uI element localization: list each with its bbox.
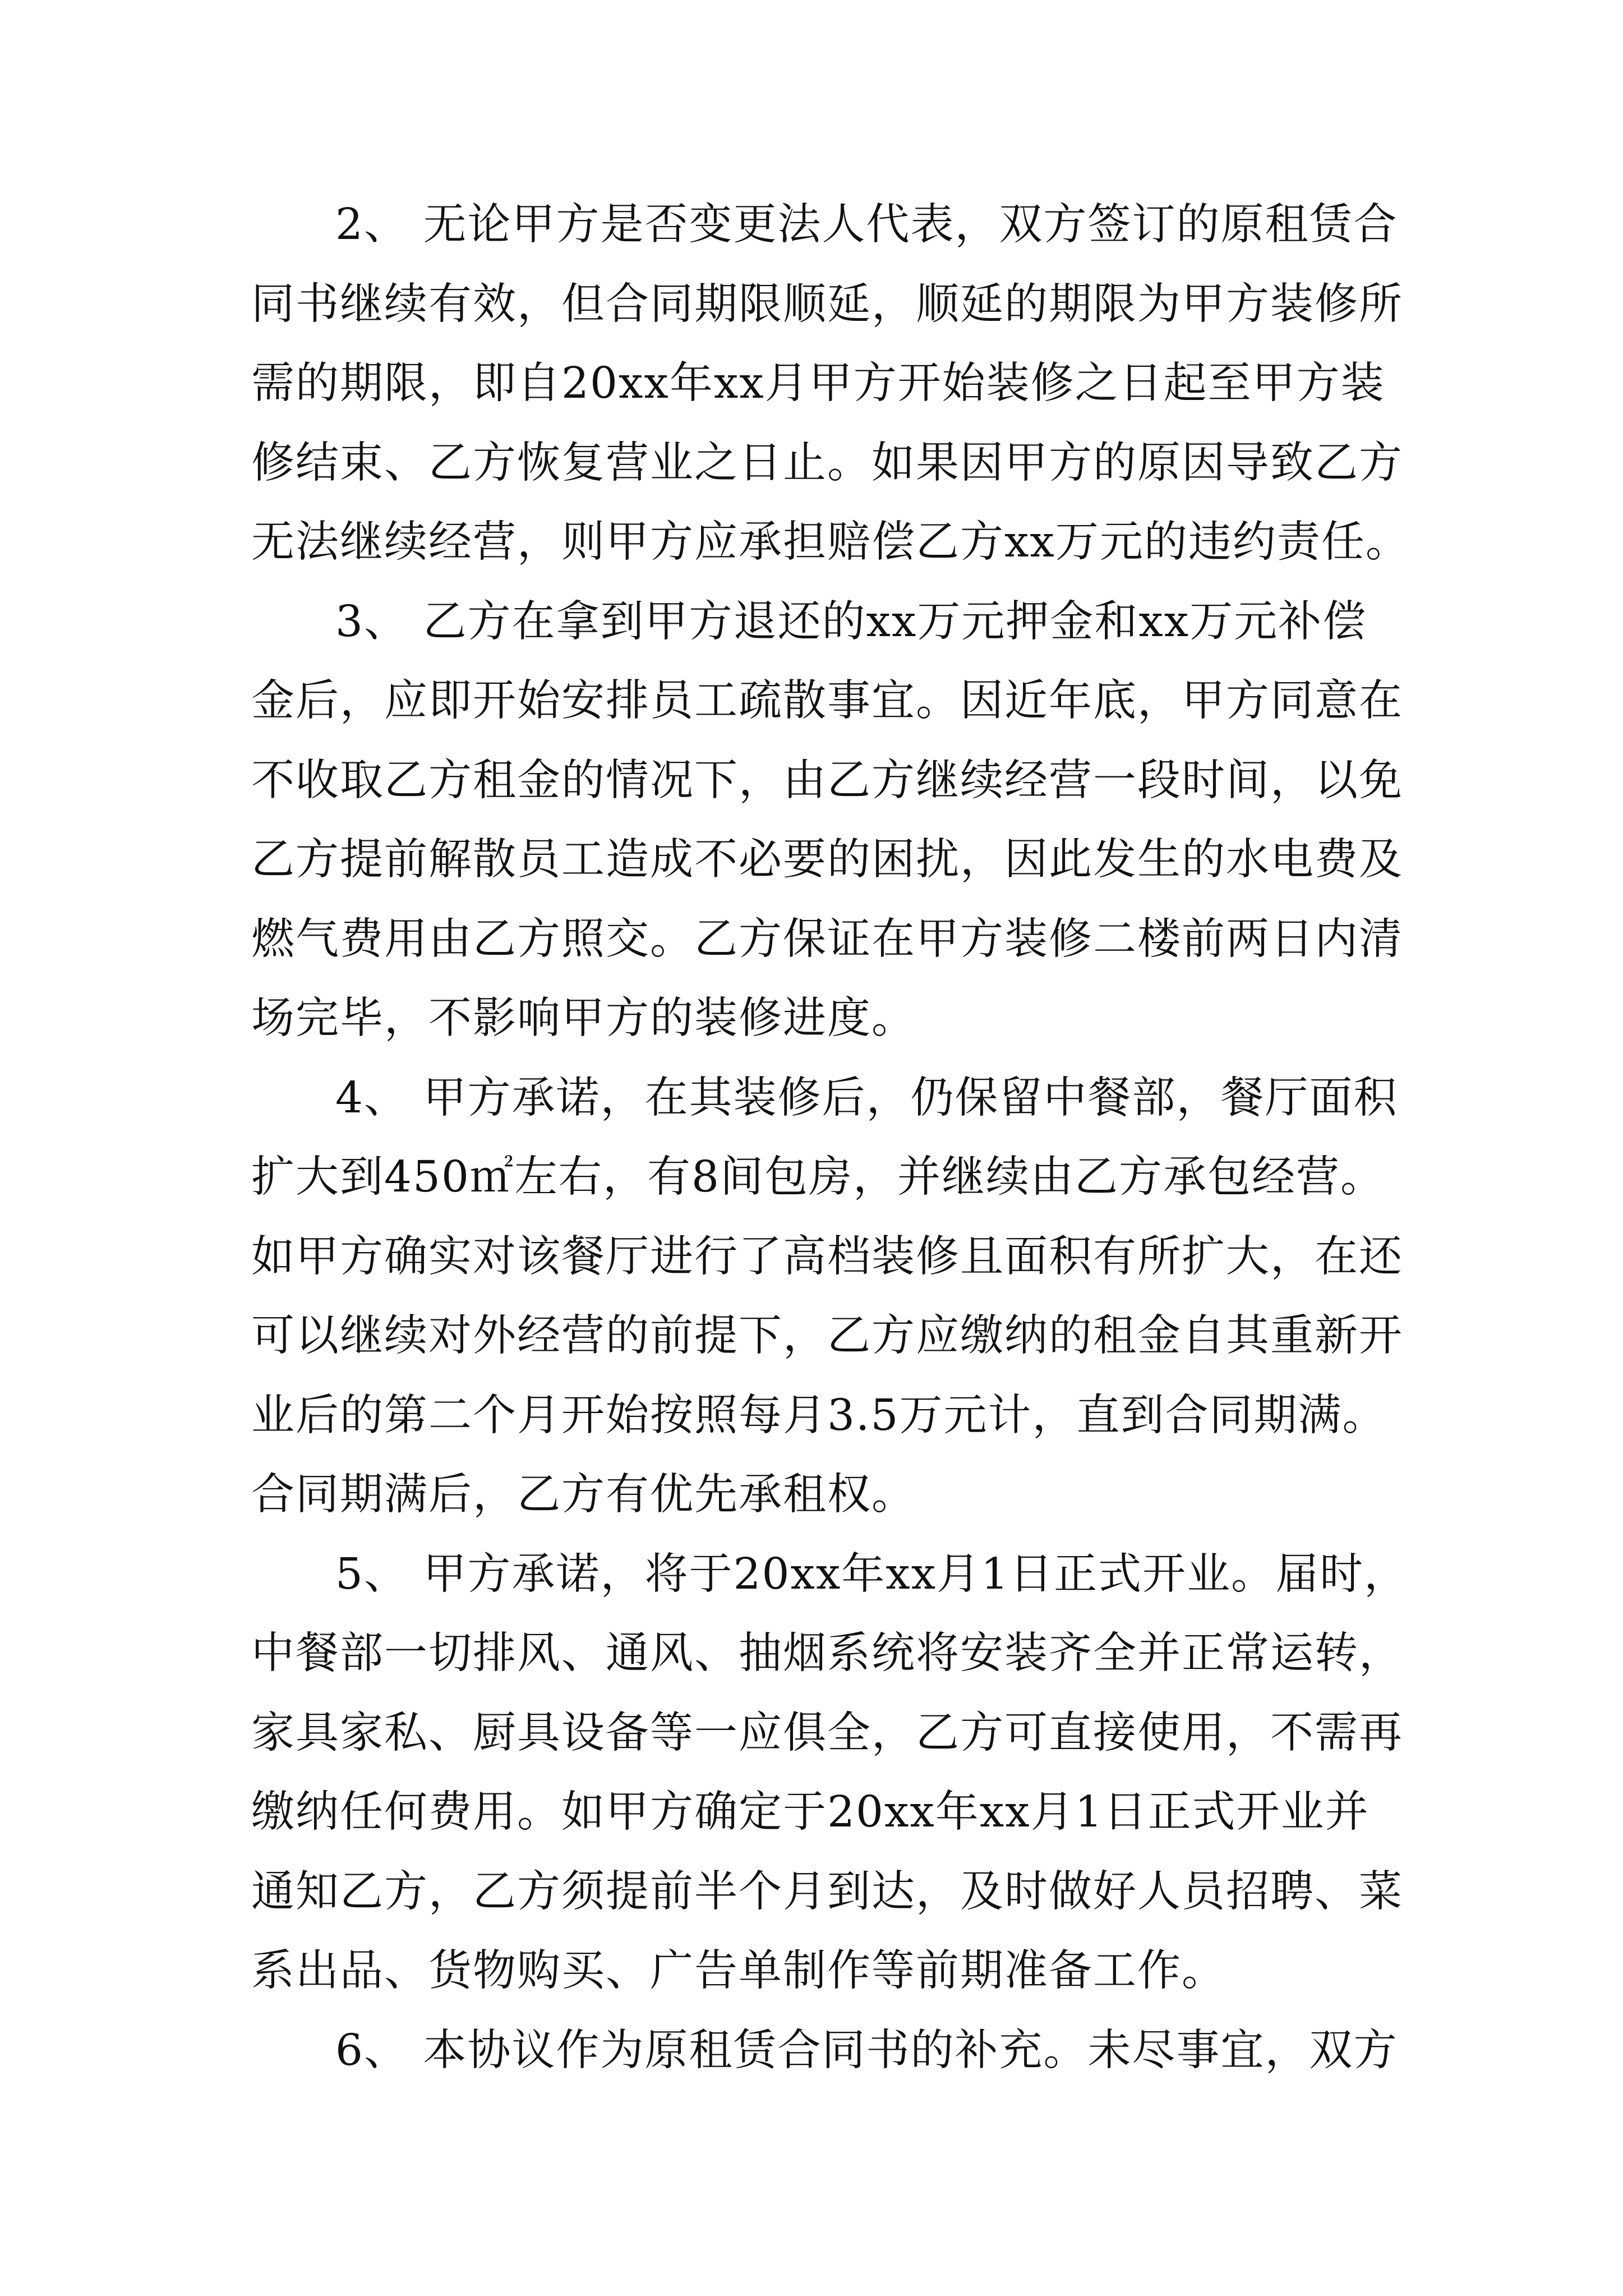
clause-line: 同书继续有效，但合同期限顺延，顺延的期限为甲方装修所: [251, 279, 1403, 329]
clause-line: 修结束、乙方恢复营业之日止。如果因甲方的原因导致乙方: [251, 438, 1403, 488]
clause-line: 家具家私、厨具设备等一应俱全，乙方可直接使用，不需再: [251, 1708, 1403, 1758]
clause-3: [251, 582, 1403, 1059]
clause-line: 6、 本协议作为原租赁合同书的补充。未尽事宜，双方: [335, 2025, 1398, 2076]
clause-line: 2、 无论甲方是否变更法人代表，双方签订的原租赁合: [335, 200, 1398, 250]
clause-line: 燃气费用由乙方照交。乙方保证在甲方装修二楼前两日内清: [251, 914, 1403, 964]
clause-line: 乙方提前解散员工造成不必要的困扰，因此发生的水电费及: [251, 835, 1403, 885]
clause-line: 5、 甲方承诺，将于20xx年xx月1日正式开业。届时，: [335, 1549, 1409, 1599]
clause-4: [251, 1059, 1403, 1535]
clause-line: 无法继续经营，则甲方应承担赔偿乙方xx万元的违约责任。: [251, 517, 1410, 567]
clause-2: [251, 185, 1410, 582]
clause-line: 中餐部一切排风、通风、抽烟系统将安装齐全并正常运转，: [251, 1628, 1403, 1678]
clause-line: 合同期满后，乙方有优先承租权。: [251, 1470, 916, 1520]
clause-line: 扩大到450㎡左右，有8间包房，并继续由乙方承包经营。: [251, 1152, 1385, 1202]
document-body: [251, 185, 1410, 2090]
clause-line: 3、 乙方在拿到甲方退还的xx万元押金和xx万元补偿: [335, 596, 1367, 647]
clause-line: 可以继续对外经营的前提下，乙方应缴纳的租金自其重新开: [251, 1311, 1403, 1361]
clause-line: 需的期限，即自20xx年xx月甲方开始装修之日起至甲方装: [251, 358, 1385, 408]
clause-5: [251, 1535, 1409, 2011]
clause-line: 业后的第二个月开始按照每月3.5万元计，直到合同期满。: [251, 1390, 1387, 1441]
clause-line: 场完毕，不影响甲方的装修进度。: [251, 993, 916, 1043]
clause-line: 如甲方确实对该餐厅进行了高档装修且面积有所扩大，在还: [251, 1231, 1403, 1282]
clause-6: [251, 2011, 1398, 2091]
clause-line: 金后，应即开始安排员工疏散事宜。因近年底，甲方同意在: [251, 676, 1403, 726]
clause-line: 系出品、货物购买、广告单制作等前期准备工作。: [251, 1946, 1226, 1996]
clause-line: 4、 甲方承诺，在其装修后，仍保留中餐部，餐厅面积: [335, 1073, 1398, 1123]
clause-line: 通知乙方，乙方须提前半个月到达，及时做好人员招聘、菜: [251, 1866, 1403, 1917]
clause-line: 缴纳任何费用。如甲方确定于20xx年xx月1日正式开业并: [251, 1787, 1370, 1837]
clause-line: 不收取乙方租金的情况下，由乙方继续经营一段时间，以免: [251, 755, 1403, 806]
